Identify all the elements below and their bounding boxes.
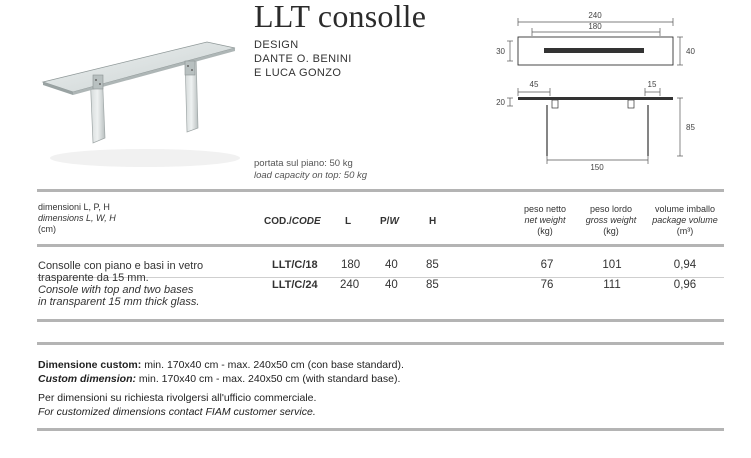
load-capacity-en: load capacity on top: 50 kg	[254, 170, 368, 181]
top-view-base	[544, 48, 644, 53]
front-view-top	[518, 97, 673, 100]
dim-overhang-left-label: 45	[529, 80, 539, 89]
notes-bottom-rule	[37, 428, 724, 431]
designer-line-3: E LUCA GONZO	[254, 67, 342, 79]
header-vol-unit: (m³)	[676, 226, 694, 236]
header-pw	[380, 216, 399, 227]
header-l: L	[345, 216, 352, 227]
description-en-line-1: Console with top and two bases	[38, 284, 194, 296]
table-top-rule	[37, 189, 724, 192]
dim-inner-label: 180	[588, 22, 602, 31]
header-code	[264, 216, 321, 227]
header-vol-en: package volume	[652, 215, 718, 225]
row-2-depth: 40	[385, 279, 398, 291]
header-gross-unit: (kg)	[603, 226, 619, 236]
notes-top-rule	[37, 342, 724, 345]
header-code-en: CODE	[291, 216, 321, 227]
dim-depth-left-label: 30	[496, 47, 505, 56]
table-header-rule	[37, 244, 724, 247]
custom-dimension-en-text: min. 170x40 cm - max. 240x50 cm (with standard base).	[136, 373, 401, 385]
header-net-weight	[510, 204, 580, 237]
custom-dimension-it	[38, 359, 404, 371]
header-h: H	[429, 216, 437, 227]
description-it-line-1: Consolle con piano e basi in vetro	[38, 260, 204, 272]
header-vol-it: volume imballo	[654, 204, 716, 214]
header-net-en: net weight	[524, 215, 566, 225]
header-gross-it: peso lordo	[589, 204, 633, 214]
description-it-line-2: trasparente da 15 mm.	[38, 272, 149, 284]
dim-length-label: 240	[588, 11, 602, 20]
product-image	[35, 30, 247, 170]
row-2-height: 85	[426, 279, 439, 291]
header-package-volume	[644, 204, 726, 237]
header-dimensions-en: dimensions L, W, H	[38, 213, 116, 223]
custom-dimension-en	[38, 373, 400, 385]
row-1-volume: 0,94	[673, 259, 697, 271]
row-2-length: 240	[340, 279, 360, 291]
designer-line-1: DESIGN	[254, 39, 299, 51]
dim-overhang-right-label: 15	[647, 80, 657, 89]
service-note-en: For customized dimensions contact FIAM customer service.	[38, 406, 316, 418]
dim-thickness-label: 20	[496, 98, 505, 107]
description-en-line-2: in transparent 15 mm thick glass.	[38, 296, 200, 308]
header-gross-en: gross weight	[585, 215, 637, 225]
product-title: LLT consolle	[254, 0, 427, 34]
header-gross-weight	[576, 204, 646, 237]
header-net-it: peso netto	[523, 204, 567, 214]
custom-dimension-it-label: Dimensione custom:	[38, 359, 142, 371]
row-2-volume: 0,96	[673, 279, 697, 291]
technical-drawing	[490, 8, 705, 173]
row-2-gross-weight: 111	[603, 279, 621, 291]
row-1-length: 180	[341, 259, 361, 271]
row-1-height: 85	[426, 259, 439, 271]
dim-depth-right-label: 40	[686, 47, 695, 56]
row-2-code: LLT/C/24	[272, 279, 318, 291]
row-1-net-weight: 67	[540, 259, 554, 271]
custom-dimension-en-label: Custom dimension:	[38, 373, 137, 385]
load-capacity-it: portata sul piano: 50 kg	[254, 158, 353, 169]
header-code-it: COD./	[264, 216, 292, 227]
header-dimensions-unit: (cm)	[38, 224, 56, 234]
row-1-code: LLT/C/18	[272, 259, 318, 271]
designer-line-2: DANTE O. BENINI	[254, 53, 352, 65]
service-note-it: Per dimensioni su richiesta rivolgersi all'ufficio commerciale.	[38, 392, 317, 404]
header-dimensions-it: dimensioni L, P, H	[38, 202, 110, 212]
row-1-gross-weight: 101	[602, 259, 622, 271]
header-p-it: P/	[380, 216, 390, 227]
dim-height-label: 85	[686, 123, 695, 132]
header-net-unit: (kg)	[537, 226, 553, 236]
custom-dimension-it-text: min. 170x40 cm - max. 240x50 cm (con base standard).	[141, 359, 404, 371]
row-2-net-weight: 76	[540, 279, 554, 291]
table-bottom-rule	[37, 319, 724, 322]
header-p-en: W	[389, 216, 399, 227]
row-1-depth: 40	[385, 259, 398, 271]
dim-base-span-label: 150	[590, 163, 604, 172]
